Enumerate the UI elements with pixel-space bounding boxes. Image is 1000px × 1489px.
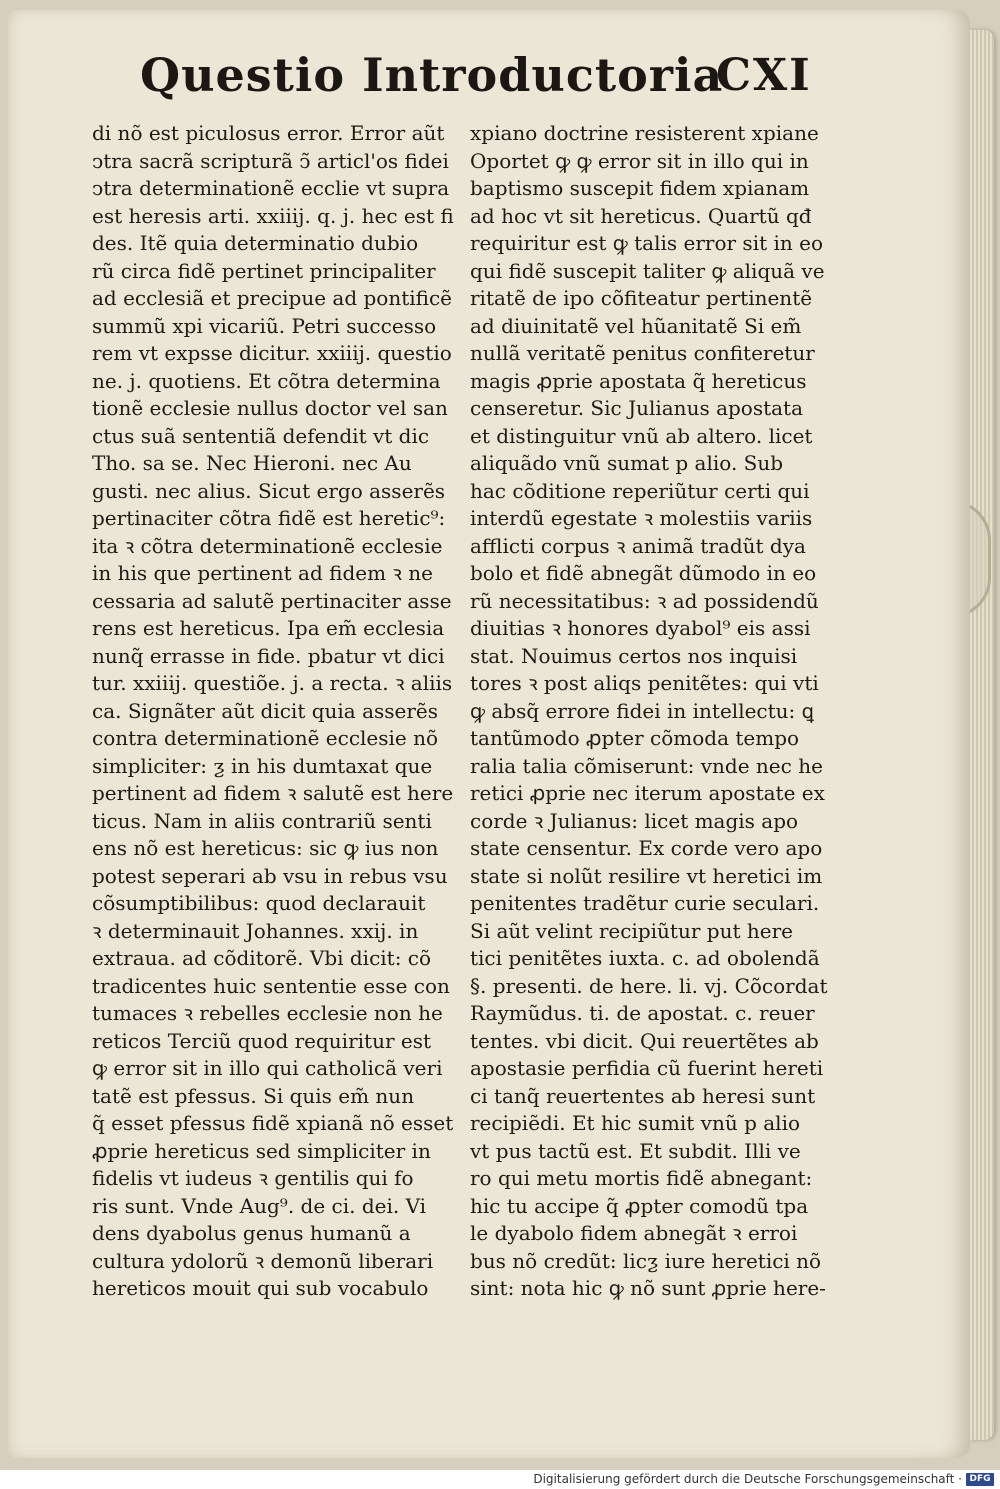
text-line: summũ xpi vicariũ. Petri successo: [92, 313, 437, 338]
text-line: ꝓprie hereticus sed simpliciter in: [92, 1138, 431, 1163]
text-line: Tho. sa se. Nec Hieroni. nec Au: [92, 451, 412, 475]
text-line: tantũmodo ꝓpter cõmoda tempo: [470, 726, 800, 750]
text-line: dens dyabolus genus humanũ a: [92, 1221, 411, 1245]
text-line: Raymũdus. ti. de apostat. c. reuer: [470, 1001, 815, 1025]
text-line: magis ꝓprie apostata q̃ hereticus: [470, 368, 807, 393]
text-line: ens nõ est hereticus: sic ꝙ ius non: [92, 836, 439, 860]
text-line: contra determinationẽ ecclesie nõ: [92, 726, 439, 750]
text-line: ctus suã sententiã defendit vt dic: [92, 423, 430, 448]
text-line: ita ꝛ cõtra determinationẽ ecclesie: [92, 533, 443, 558]
text-line: bus nõ credũt: licƺ iure heretici nõ: [470, 1248, 822, 1273]
footer-bar: [0, 1470, 1000, 1489]
text-line: nunq̃ errasse in fide. pbatur vt dici: [92, 643, 445, 668]
text-line: Oportet ꝙ ꝙ error sit in illo qui in: [470, 148, 809, 173]
text-line: tatẽ est pfessus. Si quis em̃ nun: [92, 1083, 415, 1108]
text-line: cessaria ad salutẽ pertinaciter asse: [92, 588, 452, 613]
text-line: ꝙ absq̃ errore fidei in intellectu: ꝗ: [470, 698, 814, 723]
text-line: ne. j. quotiens. Et cõtra determina: [92, 368, 441, 393]
text-line: vt pus tactũ est. Et subdit. Illi ve: [470, 1138, 801, 1163]
text-line: hac cõditione reperiũtur certi qui: [470, 478, 810, 503]
page-edges: [968, 30, 994, 1440]
text-line: ꝙ error sit in illo qui catholicã veri: [92, 1056, 443, 1080]
running-title: Questio Introductoria: [140, 48, 724, 102]
text-line: bolo et fidẽ abnegãt dũmodo in eo: [470, 561, 817, 585]
text-line: ritatẽ de ipo cõfiteatur pertinentẽ: [470, 286, 813, 310]
text-line: ticus. Nam in aliis contrariũ senti: [92, 808, 432, 833]
text-line: interdũ egestate ꝛ molestiis variis: [470, 506, 813, 530]
text-line: rem vt expsse dicitur. xxiiij. questio: [92, 341, 452, 365]
text-line: reticos Terciũ quod requiritur est: [92, 1028, 432, 1053]
text-line: des. Itẽ quia determinatio dubio: [92, 231, 419, 255]
text-line: ro qui metu mortis fidẽ abnegant:: [470, 1166, 813, 1190]
text-line: aliquãdo vnũ sumat p alio. Sub: [470, 451, 784, 475]
footer-credit: Digitalisierung gefördert durch die Deutsche Forschungsgemeinschaft ·: [533, 1472, 962, 1486]
text-line: le dyabolo fidem abnegãt ꝛ erroi: [470, 1221, 798, 1245]
text-line: penitentes tradẽtur curie seculari.: [470, 891, 820, 915]
dfg-logo: DFG: [966, 1473, 994, 1486]
text-line: ca. Signãter aũt dicit quia asserẽs: [92, 698, 439, 723]
text-line: stat. Nouimus certos nos inquisi: [470, 643, 798, 668]
text-line: tradicentes huic sententie esse con: [92, 973, 450, 998]
right-text-column: [470, 120, 842, 1303]
text-line: hereticos mouit qui sub vocabulo: [92, 1276, 429, 1300]
text-line: pertinent ad fidem ꝛ salutẽ est here: [92, 781, 454, 805]
text-line: in his que pertinent ad fidem ꝛ ne: [92, 561, 433, 585]
text-line: ci tanq̃ reuertentes ab heresi sunt: [470, 1083, 816, 1108]
text-line: corde ꝛ Julianus: licet magis apo: [470, 808, 799, 833]
text-line: retici ꝓprie nec iterum apostate ex: [470, 781, 825, 805]
text-line: afflicti corpus ꝛ animã tradũt dya: [470, 533, 806, 558]
text-line: tionẽ ecclesie nullus doctor vel san: [92, 396, 448, 420]
text-line: recipiẽdi. Et hic sumit vnũ p alio: [470, 1111, 801, 1135]
text-line: diuitias ꝛ honores dyabol⁹ eis assi: [470, 616, 811, 640]
text-line: qui fidẽ suscepit taliter ꝙ aliquã ve: [470, 258, 825, 283]
text-line: potest seperari ab vsu in rebus vsu: [92, 863, 448, 888]
text-line: tici penitẽtes iuxta. c. ad obolendã: [470, 946, 820, 970]
text-line: xpiano doctrine resisterent xpiane: [470, 121, 819, 145]
folio-number: CXI: [716, 50, 812, 101]
text-line: rũ circa fidẽ pertinet principaliter: [92, 258, 436, 283]
text-line: extraua. ad cõditorẽ. Vbi dicit: cõ: [92, 946, 432, 970]
text-line: requiritur est ꝙ talis error sit in eo: [470, 231, 823, 255]
text-line: apostasie perfidia cũ fuerint hereti: [470, 1056, 824, 1080]
text-line: di nõ est piculosus error. Error aũt: [92, 121, 445, 145]
text-line: cultura ydolorũ ꝛ demonũ liberari: [92, 1248, 434, 1273]
text-line: ad hoc vt sit hereticus. Quartũ qđ: [470, 203, 812, 228]
text-line: cõsumptibilibus: quod declarauit: [92, 891, 426, 915]
text-line: simpliciter: ƺ in his dumtaxat que: [92, 753, 433, 778]
text-line: ↄtra sacrã scripturã ↄ̃ articl'os fidei: [92, 148, 449, 173]
text-line: ralia talia cõmiserunt: vnde nec he: [470, 753, 823, 778]
text-line: fidelis vt iudeus ꝛ gentilis qui fo: [92, 1166, 414, 1190]
text-line: baptismo suscepit fidem xpianam: [470, 176, 810, 200]
text-line: sint: nota hic ꝙ nõ sunt ꝓprie here-: [470, 1276, 826, 1300]
text-line: et distinguitur vnũ ab altero. licet: [470, 423, 813, 448]
text-line: pertinaciter cõtra fidẽ est heretic⁹:: [92, 506, 446, 530]
left-text-column: [92, 120, 464, 1303]
text-line: tentes. vbi dicit. Qui reuertẽtes ab: [470, 1028, 819, 1053]
text-line: tur. xxiiij. questiõe. j. a recta. ꝛ aliis: [92, 671, 453, 695]
text-line: rũ necessitatibus: ꝛ ad possidendũ: [470, 588, 819, 613]
text-line: gusti. nec alius. Sicut ergo asserẽs: [92, 478, 446, 503]
text-line: ad diuinitatẽ vel hũanitatẽ Si em̃: [470, 313, 802, 338]
text-line: state si nolũt resilire vt heretici im: [470, 863, 823, 888]
text-line: nullã veritatẽ penitus confiteretur: [470, 341, 815, 365]
text-line: ad ecclesiã et precipue ad pontificẽ: [92, 286, 453, 310]
text-line: tores ꝛ post aliqs penitẽtes: qui vti: [470, 671, 819, 695]
text-line: ↄtra determinationẽ ecclie vt supra: [92, 176, 450, 200]
text-line: ris sunt. Vnde Aug⁹. de ci. dei. Vi: [92, 1193, 427, 1218]
text-line: rens est hereticus. Ipa em̃ ecclesia: [92, 616, 445, 640]
text-line: state censentur. Ex corde vero apo: [470, 836, 823, 860]
text-line: censeretur. Sic Julianus apostata: [470, 396, 804, 420]
text-line: ꝛ determinauit Johannes. xxij. in: [92, 918, 419, 943]
text-line: tumaces ꝛ rebelles ecclesie non he: [92, 1001, 443, 1025]
text-line: q̃ esset pfessus fidẽ xpianã nõ esset: [92, 1111, 454, 1135]
text-line: est heresis arti. xxiiij. q. j. hec est fi: [92, 203, 454, 228]
text-line: Si aũt velint recipiũtur put here: [470, 918, 793, 943]
text-line: §. presenti. de here. li. vj. Cõcordat: [470, 973, 828, 998]
text-line: hic tu accipe q̃ ꝓpter comodũ tpa: [470, 1193, 809, 1218]
